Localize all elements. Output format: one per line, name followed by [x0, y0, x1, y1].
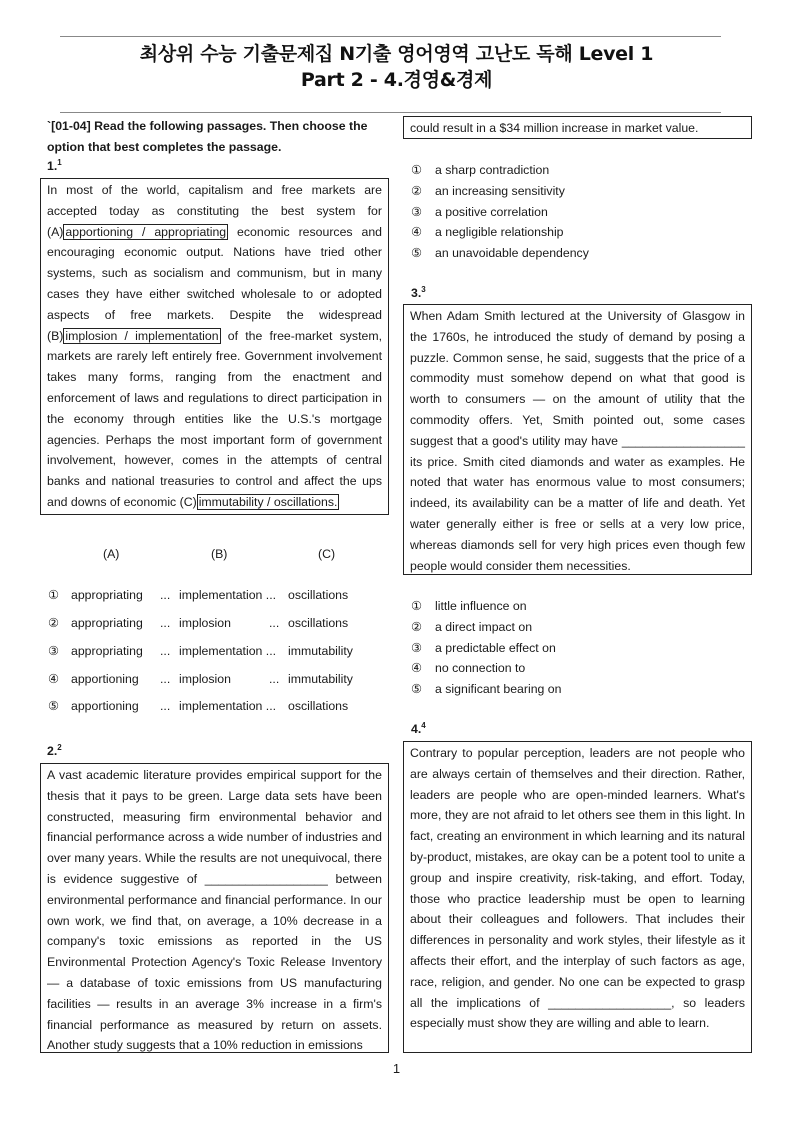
question-3-number: [411, 286, 426, 300]
instructions-line2: option that best completes the passage.: [47, 140, 282, 154]
q3-choice-1[interactable]: [411, 596, 561, 617]
q3-choice-4[interactable]: [411, 658, 561, 679]
footnote-2: 2: [57, 742, 62, 752]
choice-number: ③: [411, 640, 423, 655]
choice-number: ②: [411, 619, 423, 634]
choice-a: appropriating: [71, 588, 143, 602]
question-3-label: 3.: [411, 286, 422, 300]
choice-number: ①: [48, 588, 60, 602]
question-4-passage: Contrary to popular perception, leaders are not people who are always certain of themselves and their direction. Rather, leaders are people who are open-minded learners. What's more, they are not afraid to let others see them in this light. In fact, creating an environment in which learning and its natural by-product, mistakes, are okay can be a potent tool to unite a group and inspire creativity, risk-taking, and effort. Today, those who practice leadership must be open to learning about their colleagues and followers. That includes their differences in personality and work styles, their lifestyle as it affects their effort, and the interplay of such factors as age, race, religion, and gender. No one can be expected to grasp all the implications of __________________, so leaders especially must show they are willing and able to learn.: [403, 741, 752, 1053]
choice-number: ④: [411, 661, 423, 676]
footnote-1: 1: [57, 157, 62, 167]
question-2-passage: A vast academic literature provides empirical support for the thesis that it pays to be green. Large data sets have been constructed, measuring firm environmental behavior and financial performance across a wide number of industries and over many years. While the results are not unequivocal, there is evidence suggestive of __________________ between environmental performance and financial performance. In our own work, we find that, on average, a 10% decrease in a company's toxic emissions as reported in the US Environmental Protection Agency's Toxic Release Inventory — a database of toxic emissions from US manufacturing facilities — results in an average 3% increase in a firm's financial performance as measured by return on assets. Another study suggests that a 10% reduction in emissions: [40, 763, 389, 1053]
footnote-3: 3: [421, 284, 426, 294]
question-4-label: 4.: [411, 722, 422, 736]
q2-choice-3[interactable]: [411, 202, 589, 223]
question-4-number: [411, 722, 426, 736]
choice-number: ⑤: [411, 682, 423, 697]
choice-b: implementation ...: [179, 699, 277, 713]
choice-text: a sharp contradiction: [435, 163, 550, 177]
choice-text: a predictable effect on: [435, 640, 556, 655]
choice-dots: ...: [160, 588, 171, 602]
choice-dots: ...: [160, 644, 171, 658]
question-2-label: 2.: [47, 744, 58, 758]
choice-number: ②: [48, 616, 60, 630]
question-2-passage-continuation: could result in a $34 million increase in market value.: [403, 116, 752, 139]
q1-choice-4[interactable]: [0, 672, 400, 688]
choice-text: a significant bearing on: [435, 682, 562, 697]
header-top-rule: [60, 36, 721, 37]
q1-choice-3[interactable]: [0, 644, 400, 660]
choice-number: ①: [411, 599, 423, 613]
choice-b: implosion: [179, 672, 231, 686]
choice-a: apportioning: [71, 699, 139, 713]
q1-header-c: (C): [318, 547, 336, 561]
q2-choice-1[interactable]: [411, 160, 589, 181]
choice-number: ②: [411, 183, 423, 198]
q1-choice-5[interactable]: [0, 699, 400, 715]
q3-choice-3[interactable]: [411, 638, 561, 659]
choice-c: oscillations: [288, 616, 349, 630]
choice-number: ①: [411, 163, 423, 177]
question-2-number: [47, 744, 62, 758]
question-2-choices: [411, 160, 589, 264]
q2-choice-2[interactable]: [411, 181, 589, 202]
choice-text: little influence on: [435, 599, 527, 613]
q1-box-c: immutability / oscillations.: [198, 494, 338, 509]
choice-number: ③: [48, 644, 60, 658]
question-1-number: [47, 159, 62, 173]
instructions-line1: `[01-04] Read the following passages. Then choose the: [47, 119, 368, 133]
q1-passage-part1: In most of the world, capitalism and free markets are accepted today as constituting the best system for (A): [47, 183, 382, 239]
choice-a: apportioning: [71, 672, 139, 686]
choice-dots-2: ...: [269, 672, 280, 686]
choice-text: a negligible relationship: [435, 225, 564, 240]
q1-passage-part3: of the free-market system, markets are rarely left entirely free. Government involvement takes many forms, ranging from the enactment and enforcement of laws and regulations to direct participation in the economy through entities like the U.S.'s mortgage agencies. Perhaps the most important form of government involvement, however, comes in the attempts of central banks and national treasuries to control and affect the ups and downs of economic (C): [47, 328, 382, 509]
q2-choice-5[interactable]: [411, 243, 589, 264]
q1-box-b: implosion / implementation: [65, 328, 219, 343]
choice-number: ⑤: [411, 246, 423, 261]
choice-dots: ...: [160, 616, 171, 630]
choice-dots-2: ...: [269, 616, 280, 630]
instructions: [47, 116, 392, 158]
page-subtitle: Part 2 - 4.경영&경제: [300, 69, 493, 91]
choice-number: ⑤: [48, 699, 60, 713]
choice-text: no connection to: [435, 661, 526, 676]
q1-header-b: (B): [211, 547, 228, 561]
q1-choice-2[interactable]: [0, 616, 400, 632]
q1-box-a: apportioning / appropriating: [65, 224, 227, 239]
choice-dots: ...: [160, 699, 171, 713]
page-number: 1: [392, 1061, 401, 1076]
choice-c: oscillations: [288, 699, 349, 713]
header-bottom-rule: [60, 112, 721, 113]
page-title: 최상위 수능 기출문제집 N기출 영어영역 고난도 독해 Level 1: [139, 43, 654, 65]
choice-c: immutability: [288, 644, 353, 658]
choice-text: a direct impact on: [435, 619, 533, 634]
choice-b: implementation ...: [179, 588, 277, 602]
question-3-choices: [411, 596, 561, 700]
q1-header-a: (A): [103, 547, 120, 561]
question-1-label: 1.: [47, 159, 58, 173]
choice-a: appropriating: [71, 616, 143, 630]
choice-b: implosion: [179, 616, 231, 630]
choice-text: a positive correlation: [435, 204, 548, 219]
question-3-passage: When Adam Smith lectured at the University of Glasgow in the 1760s, he introduced the study of demand by posing a puzzle. Common sense, he said, suggests that the price of a commodity must somehow depend on what that good is worth to consumers — on the amount of utility that the commodity offers. Yet, Smith pointed out, some cases suggest that a good's utility may have __________________ its price. Smith cited diamonds and water as examples. He noted that water has enormous value to most consumers; indeed, its availability can be a matter of life and death. Yet water generally either is free or sells at a very low price, whereas diamonds sell for very high prices even though few people would consider them necessities.: [403, 304, 752, 575]
q1-choice-1[interactable]: [0, 588, 400, 604]
q1-table-header: [0, 547, 400, 563]
choice-a: appropriating: [71, 644, 143, 658]
choice-text: an increasing sensitivity: [435, 183, 565, 198]
question-1-passage: [40, 178, 389, 515]
choice-number: ③: [411, 204, 423, 219]
q2-choice-4[interactable]: [411, 222, 589, 243]
footnote-4: 4: [421, 720, 426, 730]
choice-text: an unavoidable dependency: [435, 246, 589, 261]
q3-choice-5[interactable]: [411, 679, 561, 700]
choice-dots: ...: [160, 672, 171, 686]
choice-c: immutability: [288, 672, 353, 686]
choice-c: oscillations: [288, 588, 349, 602]
choice-number: ④: [411, 225, 423, 240]
q3-choice-2[interactable]: [411, 617, 561, 638]
choice-number: ④: [48, 672, 60, 686]
choice-b: implementation ...: [179, 644, 277, 658]
q1-passage-part2: economic resources and encouraging economic output. Nations have tried other systems, such as socialism and communism, but in many cases they have either switched wholesale to or adopted aspects of free markets. Despite the widespread (B): [47, 224, 383, 343]
